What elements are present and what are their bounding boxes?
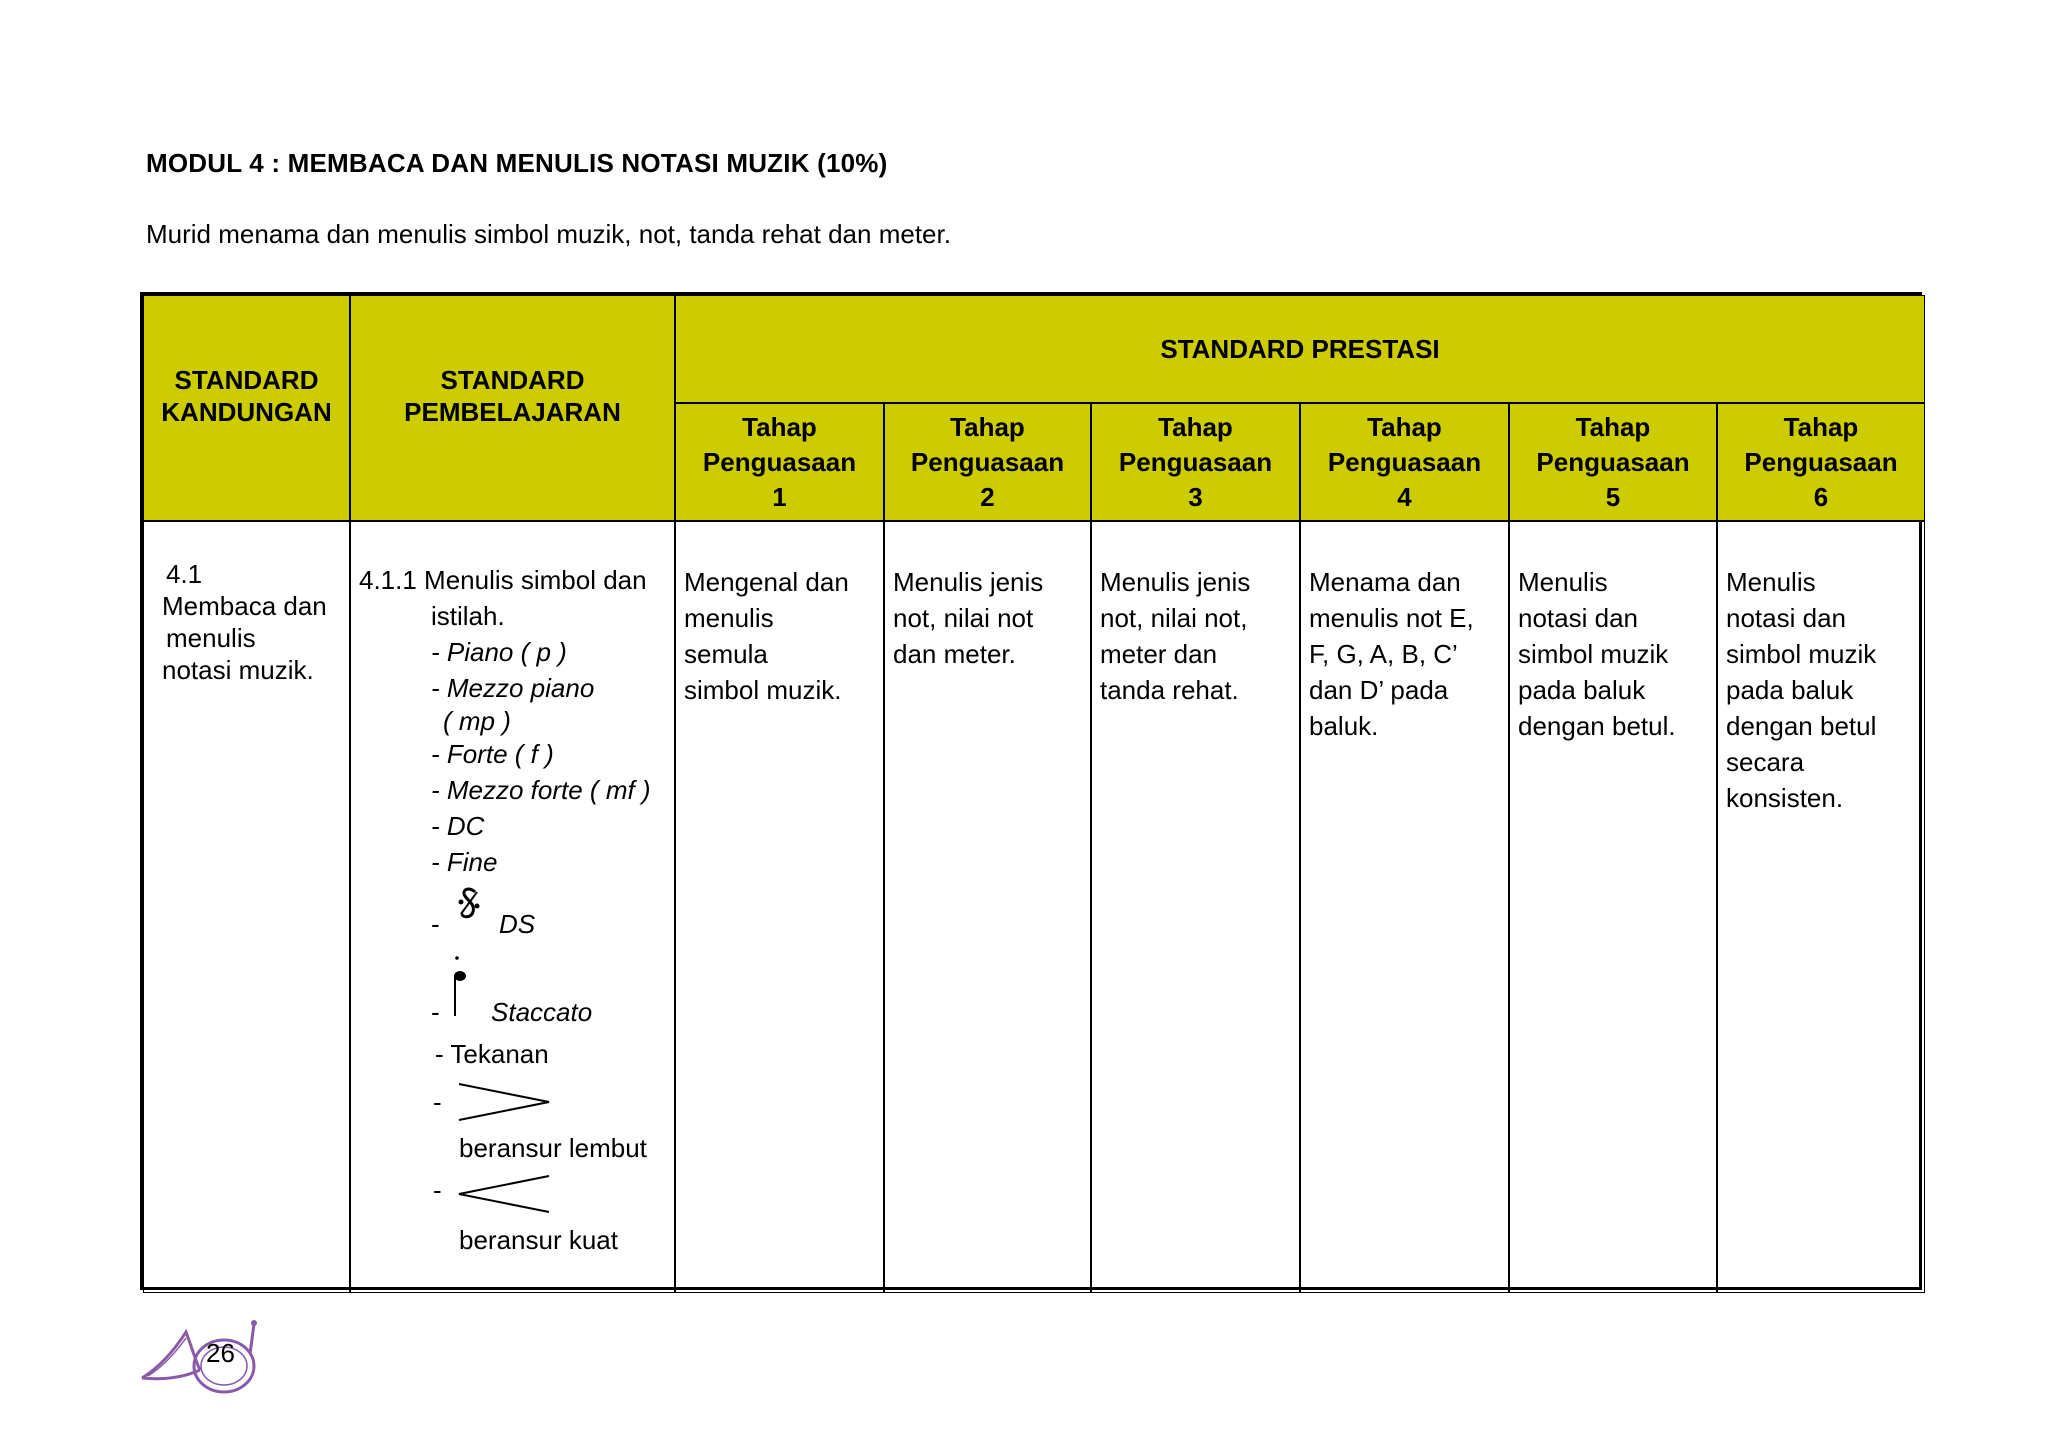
- header-tahap-1: Tahap Penguasaan 1: [675, 403, 884, 521]
- header-tahap-4: Tahap Penguasaan 4: [1300, 403, 1509, 521]
- header-tahap-3: Tahap Penguasaan 3: [1091, 403, 1300, 521]
- staccato-row: - Staccato: [359, 950, 670, 1036]
- header-standard-kandungan: STANDARD KANDUNGAN: [143, 295, 350, 521]
- crescendo-row: -: [359, 1166, 670, 1222]
- cell-tahap-4: Menama dan menulis not E, F, G, A, B, C’ dan D’ pada baluk.: [1300, 521, 1509, 1293]
- crescendo-icon: [457, 1174, 553, 1214]
- cell-tahap-1: Mengenal dan menulis semula simbol muzik.: [675, 521, 884, 1293]
- header-standard-prestasi: STANDARD PRESTASI: [675, 295, 1925, 403]
- page-number: 26: [206, 1338, 235, 1368]
- cell-tahap-5: Menulis notasi dan simbol muzik pada baluk dengan betul.: [1509, 521, 1717, 1293]
- header-tahap-5: Tahap Penguasaan 5: [1509, 403, 1717, 521]
- cell-pembelajaran: 4.1.1 Menulis simbol dan istilah. - Piano ( p ) - Mezzo piano ( mp ) - Forte ( f ) - Mezzo forte ( mf ) - DC - Fine - DS - Staccato - Tekanan - beransur lembut - beransur kuat: [350, 521, 675, 1293]
- standards-table: [140, 292, 1922, 1290]
- cell-tahap-3: Menulis jenis not, nilai not, meter dan tanda rehat.: [1091, 521, 1300, 1293]
- horn-logo-icon: [138, 1318, 262, 1398]
- module-heading: MODUL 4 : MEMBACA DAN MENULIS NOTASI MUZIK (10%): [146, 148, 888, 178]
- header-tahap-2: Tahap Penguasaan 2: [884, 403, 1091, 521]
- decrescendo-row: -: [359, 1072, 670, 1136]
- cell-kandungan: 4.1 Membaca dan menulis notasi muzik.: [143, 521, 350, 1293]
- staccato-note-icon: [451, 954, 475, 1018]
- decrescendo-icon: [457, 1082, 553, 1122]
- ds-row: - DS: [359, 880, 670, 950]
- header-standard-pembelajaran: STANDARD PEMBELAJARAN: [350, 295, 675, 521]
- cell-tahap-6: Menulis notasi dan simbol muzik pada baluk dengan betul secara konsisten.: [1717, 521, 1925, 1293]
- cell-tahap-2: Menulis jenis not, nilai not dan meter.: [884, 521, 1091, 1293]
- header-tahap-6: Tahap Penguasaan 6: [1717, 403, 1925, 521]
- segno-icon: [455, 884, 483, 924]
- module-intro: Murid menama dan menulis simbol muzik, not, tanda rehat dan meter.: [146, 219, 951, 249]
